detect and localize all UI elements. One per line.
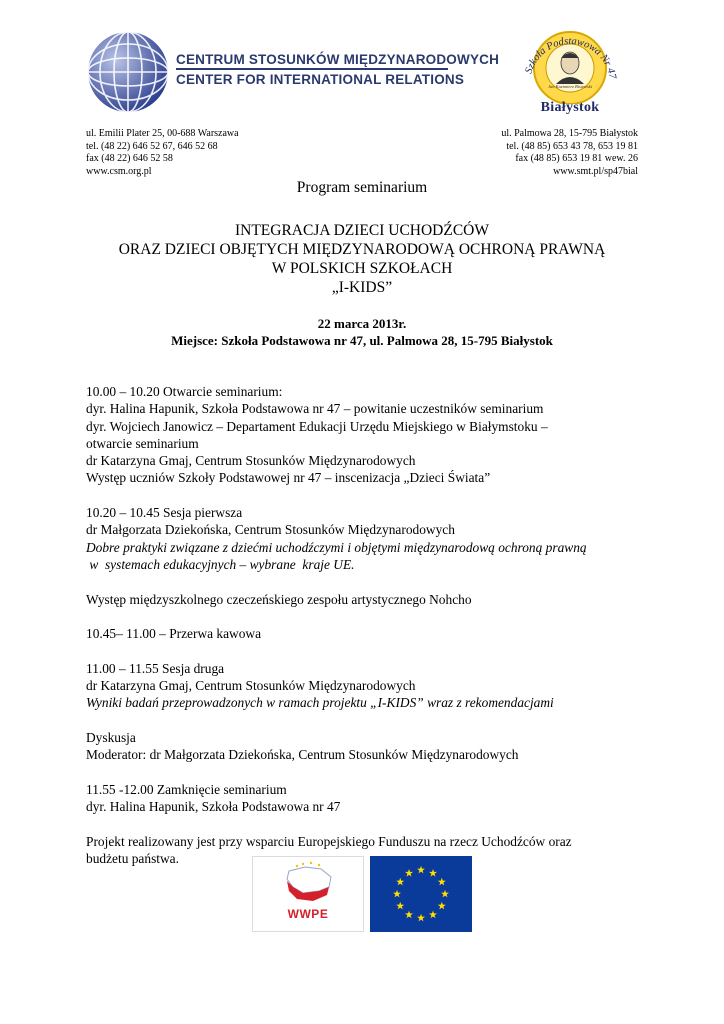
agenda-line: Dyskusja: [86, 729, 136, 745]
agenda-line: dyr. Halina Hapunik, Szkoła Podstawowa nr 47 – powitanie uczestników seminarium: [86, 401, 544, 417]
eu-star: [405, 869, 413, 877]
poland-map-icon: [253, 857, 363, 907]
wwpe-logo: [252, 856, 364, 932]
eu-flag: [370, 856, 472, 932]
address-left: [86, 128, 239, 178]
agenda-line: dyr. Halina Hapunik, Szkoła Podstawowa nr 47: [86, 799, 341, 815]
agenda-line: dyr. Wojciech Janowicz – Departament Edukacji Urzędu Miejskiego w Białymstoku –: [86, 418, 548, 434]
eu-star: [429, 869, 437, 877]
seminar-title: [0, 221, 724, 297]
csm-logo: [86, 28, 500, 118]
agenda-line: dr Małgorzata Dziekońska, Centrum Stosunków Międzynarodowych: [86, 522, 455, 538]
funding-note: Projekt realizowany jest przy wsparciu Europejskiego Funduszu na rzecz Uchodźców oraz: [86, 833, 572, 849]
title-line: ORAZ DZIECI OBJĘTYCH MIĘDZYNARODOWĄ OCHRONĄ PRAWNĄ: [118, 241, 606, 258]
title-line: INTEGRACJA DZIECI UCHODŹCÓW: [234, 222, 489, 239]
wwpe-label: WWPE: [287, 907, 329, 921]
eu-star: [396, 902, 404, 910]
address-line: ul. Emilii Plater 25, 00-688 Warszawa: [86, 128, 239, 139]
agenda-line: 11.00 – 11.55 Sesja druga: [86, 660, 225, 676]
phone-line: tel. (48 22) 646 52 67, 646 52 68: [86, 140, 218, 152]
eu-star: [441, 890, 449, 898]
agenda-line: 11.55 -12.00 Zamknięcie seminarium: [86, 781, 287, 797]
eu-star: [438, 878, 446, 886]
agenda-line: otwarcie seminarium: [86, 435, 199, 451]
agenda-line: Moderator: dr Małgorzata Dziekońska, Centrum Stosunków Międzynarodowych: [86, 747, 519, 763]
agenda-line: 10.00 – 10.20 Otwarcie seminarium:: [86, 384, 283, 399]
org-name-en: CENTER FOR INTERNATIONAL RELATIONS: [176, 72, 465, 87]
address-line: ul. Palmowa 28, 15-795 Białystok: [501, 128, 638, 139]
eu-star: [417, 914, 425, 922]
school-city: Białystok: [540, 100, 600, 115]
org-name-pl: CENTRUM STOSUNKÓW MIĘDZYNARODOWYCH: [176, 52, 500, 67]
agenda-topic: Wyniki badań przeprowadzonych w ramach projektu „I-KIDS” wraz z rekomendacjami: [86, 695, 554, 711]
agenda-topic: w systemach edukacyjnych – wybrane kraje UE.: [86, 556, 355, 572]
school-badge: [512, 24, 628, 120]
title-line: W POLSKICH SZKOŁACH: [271, 260, 453, 277]
eu-star: [405, 911, 413, 919]
eu-star: [429, 911, 437, 919]
title-line: „I-KIDS”: [331, 279, 393, 296]
funder-logos: [252, 856, 472, 932]
eu-star: [438, 902, 446, 910]
globe-icon: [86, 30, 170, 114]
school-arc-text: Szkoła Podstawowa Nr 47: [523, 35, 618, 80]
eu-star: [396, 878, 404, 886]
agenda-line: 10.20 – 10.45 Sesja pierwsza: [86, 505, 243, 521]
school-emblem-icon: [512, 24, 628, 104]
funding-note: budżetu państwa.: [86, 851, 179, 867]
program-title: Program seminarium: [296, 179, 428, 196]
phone-line: tel. (48 85) 653 43 78, 653 19 81: [506, 140, 638, 152]
agenda-line: dr Katarzyna Gmaj, Centrum Stosunków Międzynarodowych: [86, 678, 416, 694]
agenda: [86, 383, 646, 867]
agenda-line: dr Katarzyna Gmaj, Centrum Stosunków Międzynarodowych: [86, 453, 416, 469]
address-right: [501, 128, 638, 178]
school-signature: Jan Kazimierz Bisiewski: [548, 84, 592, 89]
eu-star: [393, 890, 401, 898]
fax-line: fax (48 22) 646 52 58: [86, 153, 173, 165]
website-line: www.smt.pl/sp47bial: [553, 165, 638, 177]
agenda-line: 10.45– 11.00 – Przerwa kawowa: [86, 626, 262, 642]
agenda-line: Występ uczniów Szkoły Podstawowej nr 47 – inscenizacja „Dzieci Świata”: [86, 470, 491, 486]
agenda-topic: Dobre praktyki związane z dziećmi uchodźczymi i objętymi międzynarodową ochroną prawną: [86, 539, 587, 555]
eu-stars-icon: [370, 856, 472, 932]
seminar-date: 22 marca 2013r.: [317, 316, 407, 331]
seminar-place: Miejsce: Szkoła Podstawowa nr 47, ul. Palmowa 28, 15-795 Białystok: [171, 333, 553, 348]
eu-star: [417, 866, 425, 874]
website-line: www.csm.org.pl: [86, 165, 152, 177]
fax-line: fax (48 85) 653 19 81 wew. 26: [515, 153, 638, 165]
agenda-line: Występ międzyszkolnego czeczeńskiego zespołu artystycznego Nohcho: [86, 591, 472, 607]
